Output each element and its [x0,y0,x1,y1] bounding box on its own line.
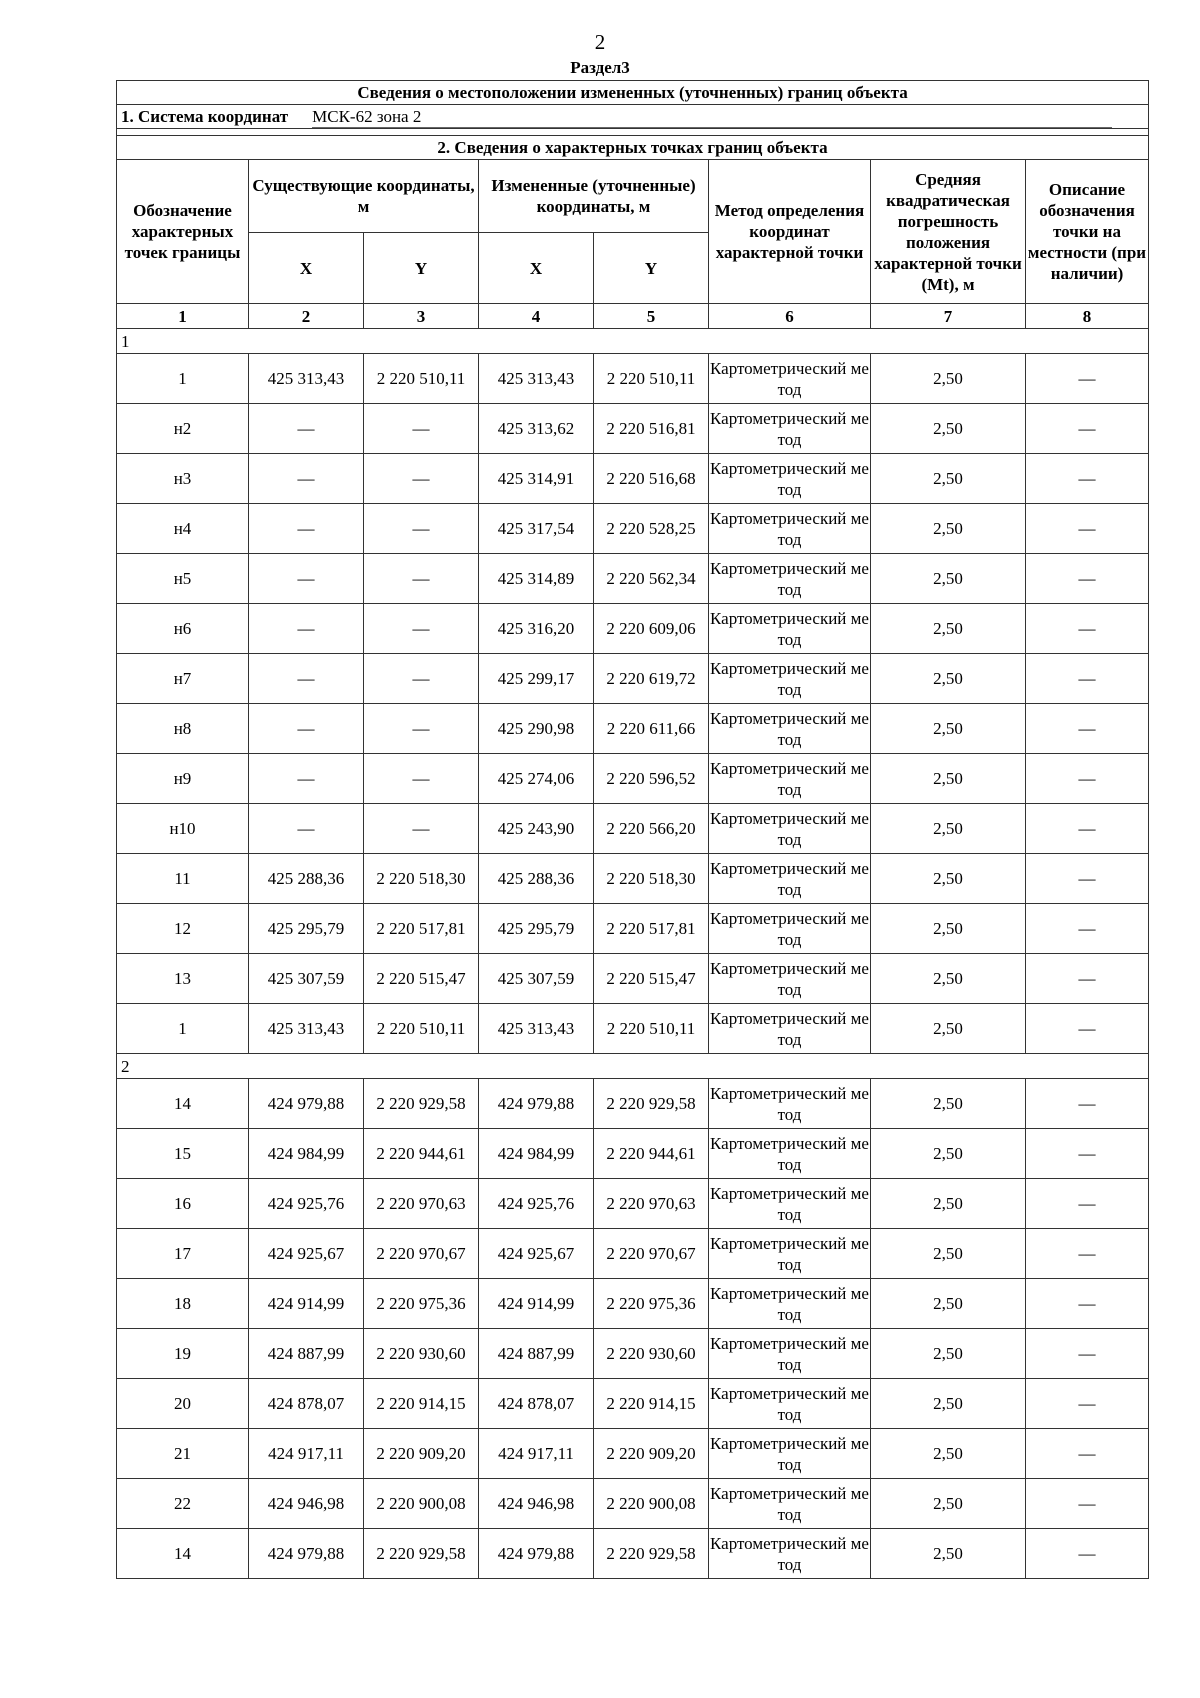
method: Картометрический метод [709,1479,871,1529]
changed-y: 2 220 609,06 [594,604,709,654]
changed-x: 425 316,20 [479,604,594,654]
error-value: 2,50 [871,1479,1026,1529]
error-value: 2,50 [871,1179,1026,1229]
error-value: 2,50 [871,1079,1026,1129]
error-value: 2,50 [871,1279,1026,1329]
header-method: Метод определения координат характерной точки [709,160,871,304]
table-row [117,1429,1149,1479]
table-row [117,854,1149,904]
changed-y: 2 220 970,63 [594,1179,709,1229]
description: — [1026,354,1149,404]
method: Картометрический метод [709,1079,871,1129]
table-row [117,754,1149,804]
method: Картометрический метод [709,754,871,804]
error-value: 2,50 [871,754,1026,804]
changed-x: 425 295,79 [479,904,594,954]
changed-y: 2 220 619,72 [594,654,709,704]
table-row [117,554,1149,604]
method: Картометрический метод [709,1004,871,1054]
description: — [1026,1279,1149,1329]
section-title: Раздел3 [570,58,630,77]
error-value: 2,50 [871,1229,1026,1279]
description: — [1026,504,1149,554]
point-id: н9 [117,754,249,804]
error-value: 2,50 [871,604,1026,654]
existing-x: — [249,654,364,704]
method: Картометрический метод [709,704,871,754]
point-id: 21 [117,1429,249,1479]
group-label: 1 [117,329,1149,354]
method: Картометрический метод [709,854,871,904]
changed-x: 425 314,89 [479,554,594,604]
existing-x: — [249,454,364,504]
column-number: 7 [871,304,1026,329]
description: — [1026,854,1149,904]
table-row [117,1379,1149,1429]
description: — [1026,1529,1149,1579]
method: Картометрический метод [709,404,871,454]
description: — [1026,754,1149,804]
error-value: 2,50 [871,704,1026,754]
method: Картометрический метод [709,1429,871,1479]
changed-x: 425 313,62 [479,404,594,454]
header-changed-x: X [479,233,594,304]
existing-y: 2 220 510,11 [364,354,479,404]
existing-x: 425 295,79 [249,904,364,954]
column-number: 4 [479,304,594,329]
group-row [117,329,1149,354]
table-row [117,654,1149,704]
point-id: н5 [117,554,249,604]
existing-x: 424 925,67 [249,1229,364,1279]
changed-y: 2 220 929,58 [594,1079,709,1129]
table-title: Сведения о местоположении измененных (уточненных) границ объекта [117,81,1149,105]
existing-x: 424 946,98 [249,1479,364,1529]
method: Картометрический метод [709,354,871,404]
changed-y: 2 220 929,58 [594,1529,709,1579]
point-id: н10 [117,804,249,854]
header-existing-y: Y [364,233,479,304]
existing-y: — [364,554,479,604]
description: — [1026,1004,1149,1054]
error-value: 2,50 [871,1429,1026,1479]
method: Картометрический метод [709,654,871,704]
changed-x: 424 984,99 [479,1129,594,1179]
changed-x: 425 307,59 [479,954,594,1004]
changed-y: 2 220 596,52 [594,754,709,804]
changed-x: 424 979,88 [479,1079,594,1129]
description: — [1026,454,1149,504]
column-number: 1 [117,304,249,329]
existing-y: 2 220 515,47 [364,954,479,1004]
changed-y: 2 220 930,60 [594,1329,709,1379]
changed-x: 425 288,36 [479,854,594,904]
existing-x: 425 288,36 [249,854,364,904]
header-existing: Существующие координаты, м [249,160,479,233]
description: — [1026,804,1149,854]
existing-y: 2 220 970,63 [364,1179,479,1229]
changed-y: 2 220 516,68 [594,454,709,504]
page-number: 2 [594,30,606,54]
column-number: 3 [364,304,479,329]
existing-x: — [249,604,364,654]
error-value: 2,50 [871,404,1026,454]
point-id: н6 [117,604,249,654]
coord-system-value: МСК-62 зона 2 [312,107,1112,128]
header-existing-x: X [249,233,364,304]
existing-y: 2 220 909,20 [364,1429,479,1479]
changed-x: 424 887,99 [479,1329,594,1379]
header-designation: Обозначение характерных точек границы [117,160,249,304]
changed-x: 425 243,90 [479,804,594,854]
method: Картометрический метод [709,1179,871,1229]
changed-x: 425 299,17 [479,654,594,704]
existing-x: 424 914,99 [249,1279,364,1329]
error-value: 2,50 [871,954,1026,1004]
method: Картометрический метод [709,1279,871,1329]
group-row [117,1054,1149,1079]
method: Картометрический метод [709,1379,871,1429]
existing-y: 2 220 975,36 [364,1279,479,1329]
existing-y: 2 220 930,60 [364,1329,479,1379]
point-id: 14 [117,1529,249,1579]
method: Картометрический метод [709,954,871,1004]
existing-y: 2 220 944,61 [364,1129,479,1179]
point-id: 14 [117,1079,249,1129]
table-row [117,1079,1149,1129]
table-row [117,504,1149,554]
existing-x: 425 313,43 [249,354,364,404]
description: — [1026,704,1149,754]
description: — [1026,1129,1149,1179]
error-value: 2,50 [871,554,1026,604]
table-row [117,704,1149,754]
error-value: 2,50 [871,854,1026,904]
existing-y: 2 220 929,58 [364,1529,479,1579]
method: Картометрический метод [709,904,871,954]
points-title: 2. Сведения о характерных точках границ объекта [117,136,1149,160]
table-row [117,454,1149,504]
changed-y: 2 220 970,67 [594,1229,709,1279]
table-row [117,1329,1149,1379]
changed-x: 424 914,99 [479,1279,594,1329]
changed-y: 2 220 975,36 [594,1279,709,1329]
error-value: 2,50 [871,1529,1026,1579]
table-row [117,1479,1149,1529]
method: Картометрический метод [709,454,871,504]
method: Картометрический метод [709,1329,871,1379]
error-value: 2,50 [871,504,1026,554]
existing-y: — [364,604,479,654]
error-value: 2,50 [871,1329,1026,1379]
existing-x: 424 979,88 [249,1079,364,1129]
error-value: 2,50 [871,354,1026,404]
table-row [117,1004,1149,1054]
changed-y: 2 220 518,30 [594,854,709,904]
changed-y: 2 220 562,34 [594,554,709,604]
existing-y: — [364,804,479,854]
changed-x: 424 925,76 [479,1179,594,1229]
existing-y: — [364,654,479,704]
existing-y: 2 220 510,11 [364,1004,479,1054]
method: Картометрический метод [709,1529,871,1579]
existing-y: 2 220 517,81 [364,904,479,954]
method: Картометрический метод [709,554,871,604]
changed-y: 2 220 510,11 [594,1004,709,1054]
point-id: 20 [117,1379,249,1429]
changed-y: 2 220 516,81 [594,404,709,454]
header-description: Описание обозначения точки на местности (при наличии) [1026,160,1149,304]
point-id: 1 [117,354,249,404]
point-id: 11 [117,854,249,904]
column-number: 6 [709,304,871,329]
header-error: Средняя квадратическая погрешность положения характерной точки (Mt), м [871,160,1026,304]
existing-y: 2 220 914,15 [364,1379,479,1429]
changed-x: 425 290,98 [479,704,594,754]
changed-x: 424 925,67 [479,1229,594,1279]
changed-x: 425 274,06 [479,754,594,804]
error-value: 2,50 [871,804,1026,854]
existing-x: 424 979,88 [249,1529,364,1579]
changed-x: 425 317,54 [479,504,594,554]
changed-y: 2 220 900,08 [594,1479,709,1529]
column-numbers-row [117,304,1149,329]
point-id: н3 [117,454,249,504]
existing-x: 425 307,59 [249,954,364,1004]
method: Картометрический метод [709,1229,871,1279]
error-value: 2,50 [871,1129,1026,1179]
table-row [117,904,1149,954]
table-row [117,954,1149,1004]
changed-x: 425 314,91 [479,454,594,504]
description: — [1026,1479,1149,1529]
changed-y: 2 220 510,11 [594,354,709,404]
existing-x: 424 925,76 [249,1179,364,1229]
column-number: 2 [249,304,364,329]
method: Картометрический метод [709,504,871,554]
coord-system-row [117,105,1149,129]
existing-y: — [364,704,479,754]
point-id: 1 [117,1004,249,1054]
changed-x: 425 313,43 [479,1004,594,1054]
existing-y: 2 220 518,30 [364,854,479,904]
changed-y: 2 220 914,15 [594,1379,709,1429]
existing-x: — [249,554,364,604]
error-value: 2,50 [871,1004,1026,1054]
header-changed-y: Y [594,233,709,304]
changed-x: 424 878,07 [479,1379,594,1429]
point-id: н8 [117,704,249,754]
point-id: 13 [117,954,249,1004]
point-id: н4 [117,504,249,554]
point-id: 22 [117,1479,249,1529]
description: — [1026,1429,1149,1479]
table-row [117,1279,1149,1329]
table-row [117,804,1149,854]
existing-y: 2 220 929,58 [364,1079,479,1129]
method: Картометрический метод [709,1129,871,1179]
table-row [117,354,1149,404]
changed-y: 2 220 944,61 [594,1129,709,1179]
changed-y: 2 220 909,20 [594,1429,709,1479]
existing-y: — [364,454,479,504]
existing-x: — [249,804,364,854]
column-number: 8 [1026,304,1149,329]
table-row [117,404,1149,454]
description: — [1026,654,1149,704]
point-id: н2 [117,404,249,454]
method: Картометрический метод [709,804,871,854]
existing-x: 424 984,99 [249,1129,364,1179]
point-id: 19 [117,1329,249,1379]
description: — [1026,954,1149,1004]
point-id: н7 [117,654,249,704]
changed-x: 424 917,11 [479,1429,594,1479]
changed-x: 424 946,98 [479,1479,594,1529]
existing-x: — [249,704,364,754]
existing-x: 424 887,99 [249,1329,364,1379]
existing-y: 2 220 900,08 [364,1479,479,1529]
description: — [1026,904,1149,954]
existing-x: — [249,504,364,554]
description: — [1026,1229,1149,1279]
error-value: 2,50 [871,654,1026,704]
existing-y: — [364,754,479,804]
table-row [117,1179,1149,1229]
changed-x: 425 313,43 [479,354,594,404]
coord-system-label: 1. Система координат [121,106,289,126]
existing-x: — [249,404,364,454]
changed-y: 2 220 528,25 [594,504,709,554]
description: — [1026,604,1149,654]
point-id: 18 [117,1279,249,1329]
point-id: 17 [117,1229,249,1279]
existing-x: — [249,754,364,804]
changed-y: 2 220 517,81 [594,904,709,954]
point-id: 15 [117,1129,249,1179]
description: — [1026,554,1149,604]
existing-y: — [364,504,479,554]
error-value: 2,50 [871,1379,1026,1429]
changed-y: 2 220 611,66 [594,704,709,754]
spacer-row [117,129,1149,136]
error-value: 2,50 [871,454,1026,504]
description: — [1026,1379,1149,1429]
table-row [117,1129,1149,1179]
changed-y: 2 220 566,20 [594,804,709,854]
changed-y: 2 220 515,47 [594,954,709,1004]
existing-x: 424 917,11 [249,1429,364,1479]
method: Картометрический метод [709,604,871,654]
table-row [117,1229,1149,1279]
description: — [1026,404,1149,454]
description: — [1026,1179,1149,1229]
description: — [1026,1079,1149,1129]
error-value: 2,50 [871,904,1026,954]
point-id: 16 [117,1179,249,1229]
existing-y: — [364,404,479,454]
existing-x: 424 878,07 [249,1379,364,1429]
column-number: 5 [594,304,709,329]
group-label: 2 [117,1054,1149,1079]
table-row [117,604,1149,654]
description: — [1026,1329,1149,1379]
existing-y: 2 220 970,67 [364,1229,479,1279]
existing-x: 425 313,43 [249,1004,364,1054]
header-changed: Измененные (уточненные) координаты, м [479,160,709,233]
point-id: 12 [117,904,249,954]
table-row [117,1529,1149,1579]
changed-x: 424 979,88 [479,1529,594,1579]
boundary-table [116,80,1149,1579]
